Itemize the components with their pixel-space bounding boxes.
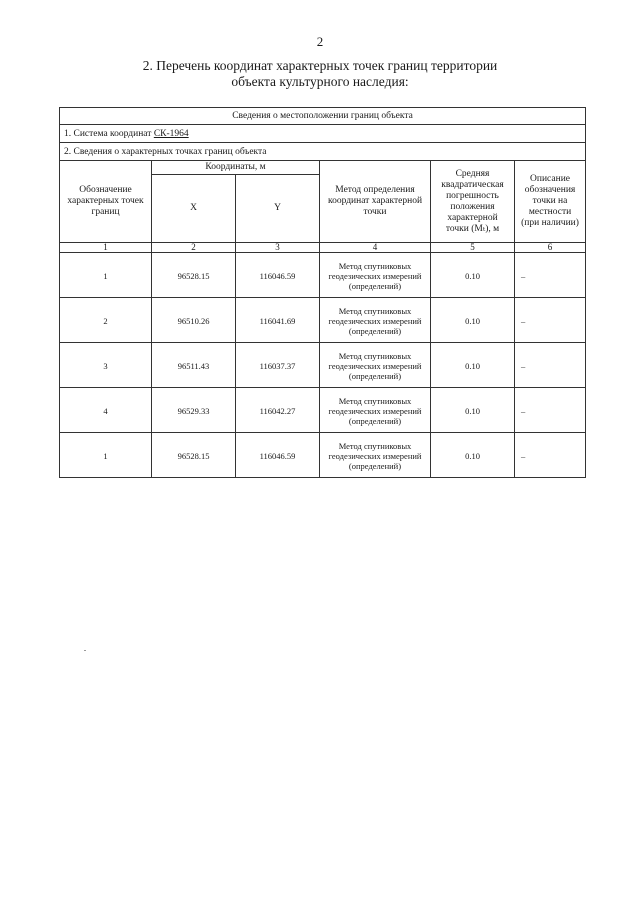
scan-mark	[84, 650, 86, 651]
description-value: –	[515, 433, 586, 478]
header-y: Y	[236, 175, 320, 243]
header-coordinates-group: Координаты, м	[152, 161, 320, 175]
x-value: 96529.33	[152, 388, 236, 433]
header-error: Средняя квадратическая погрешность положения характерной точки (Mₜ), м	[431, 161, 515, 243]
y-value: 116046.59	[236, 253, 320, 298]
column-number-4: 4	[320, 243, 431, 253]
error-value: 0.10	[431, 388, 515, 433]
column-number-2: 2	[152, 243, 236, 253]
error-value: 0.10	[431, 253, 515, 298]
table-heading: Сведения о местоположении границ объекта	[60, 108, 586, 125]
header-method: Метод определения координат характерной точки	[320, 161, 431, 243]
coordinate-system-name: СК-1964	[153, 128, 189, 139]
point-number: 1	[60, 433, 152, 478]
document-title-line2: объекта культурного наследия:	[231, 74, 409, 89]
header-description: Описание обозначения точки на местности (при наличии)	[515, 161, 586, 243]
point-number: 4	[60, 388, 152, 433]
description-value: –	[515, 388, 586, 433]
method-value: Метод спутниковых геодезических измерений (определений)	[320, 433, 431, 478]
point-number: 1	[60, 253, 152, 298]
x-value: 96510.26	[152, 298, 236, 343]
table-row	[60, 433, 586, 478]
error-value: 0.10	[431, 343, 515, 388]
coordinate-system-row	[60, 125, 586, 143]
header-designation: Обозначение характерных точек границ	[60, 161, 152, 243]
description-value: –	[515, 298, 586, 343]
error-value: 0.10	[431, 298, 515, 343]
description-value: –	[515, 343, 586, 388]
table-row	[60, 388, 586, 433]
description-value: –	[515, 253, 586, 298]
document-title	[0, 58, 640, 90]
column-number-3: 3	[236, 243, 320, 253]
points-section-heading: 2. Сведения о характерных точках границ объекта	[60, 143, 586, 161]
y-value: 116041.69	[236, 298, 320, 343]
y-value: 116046.59	[236, 433, 320, 478]
point-number: 2	[60, 298, 152, 343]
coordinate-system-label: 1. Система координат	[64, 128, 152, 139]
table-row	[60, 343, 586, 388]
column-number-5: 5	[431, 243, 515, 253]
x-value: 96528.15	[152, 433, 236, 478]
method-value: Метод спутниковых геодезических измерений (определений)	[320, 343, 431, 388]
column-number-1: 1	[60, 243, 152, 253]
method-value: Метод спутниковых геодезических измерений (определений)	[320, 388, 431, 433]
x-value: 96511.43	[152, 343, 236, 388]
method-value: Метод спутниковых геодезических измерений (определений)	[320, 298, 431, 343]
table-row	[60, 253, 586, 298]
coordinates-table	[59, 107, 586, 478]
page-number: 2	[316, 34, 324, 49]
column-number-6: 6	[515, 243, 586, 253]
point-number: 3	[60, 343, 152, 388]
x-value: 96528.15	[152, 253, 236, 298]
y-value: 116037.37	[236, 343, 320, 388]
document-title-line1: 2. Перечень координат характерных точек границ территории	[142, 58, 498, 73]
header-x: X	[152, 175, 236, 243]
error-value: 0.10	[431, 433, 515, 478]
table-row	[60, 298, 586, 343]
y-value: 116042.27	[236, 388, 320, 433]
method-value: Метод спутниковых геодезических измерений (определений)	[320, 253, 431, 298]
